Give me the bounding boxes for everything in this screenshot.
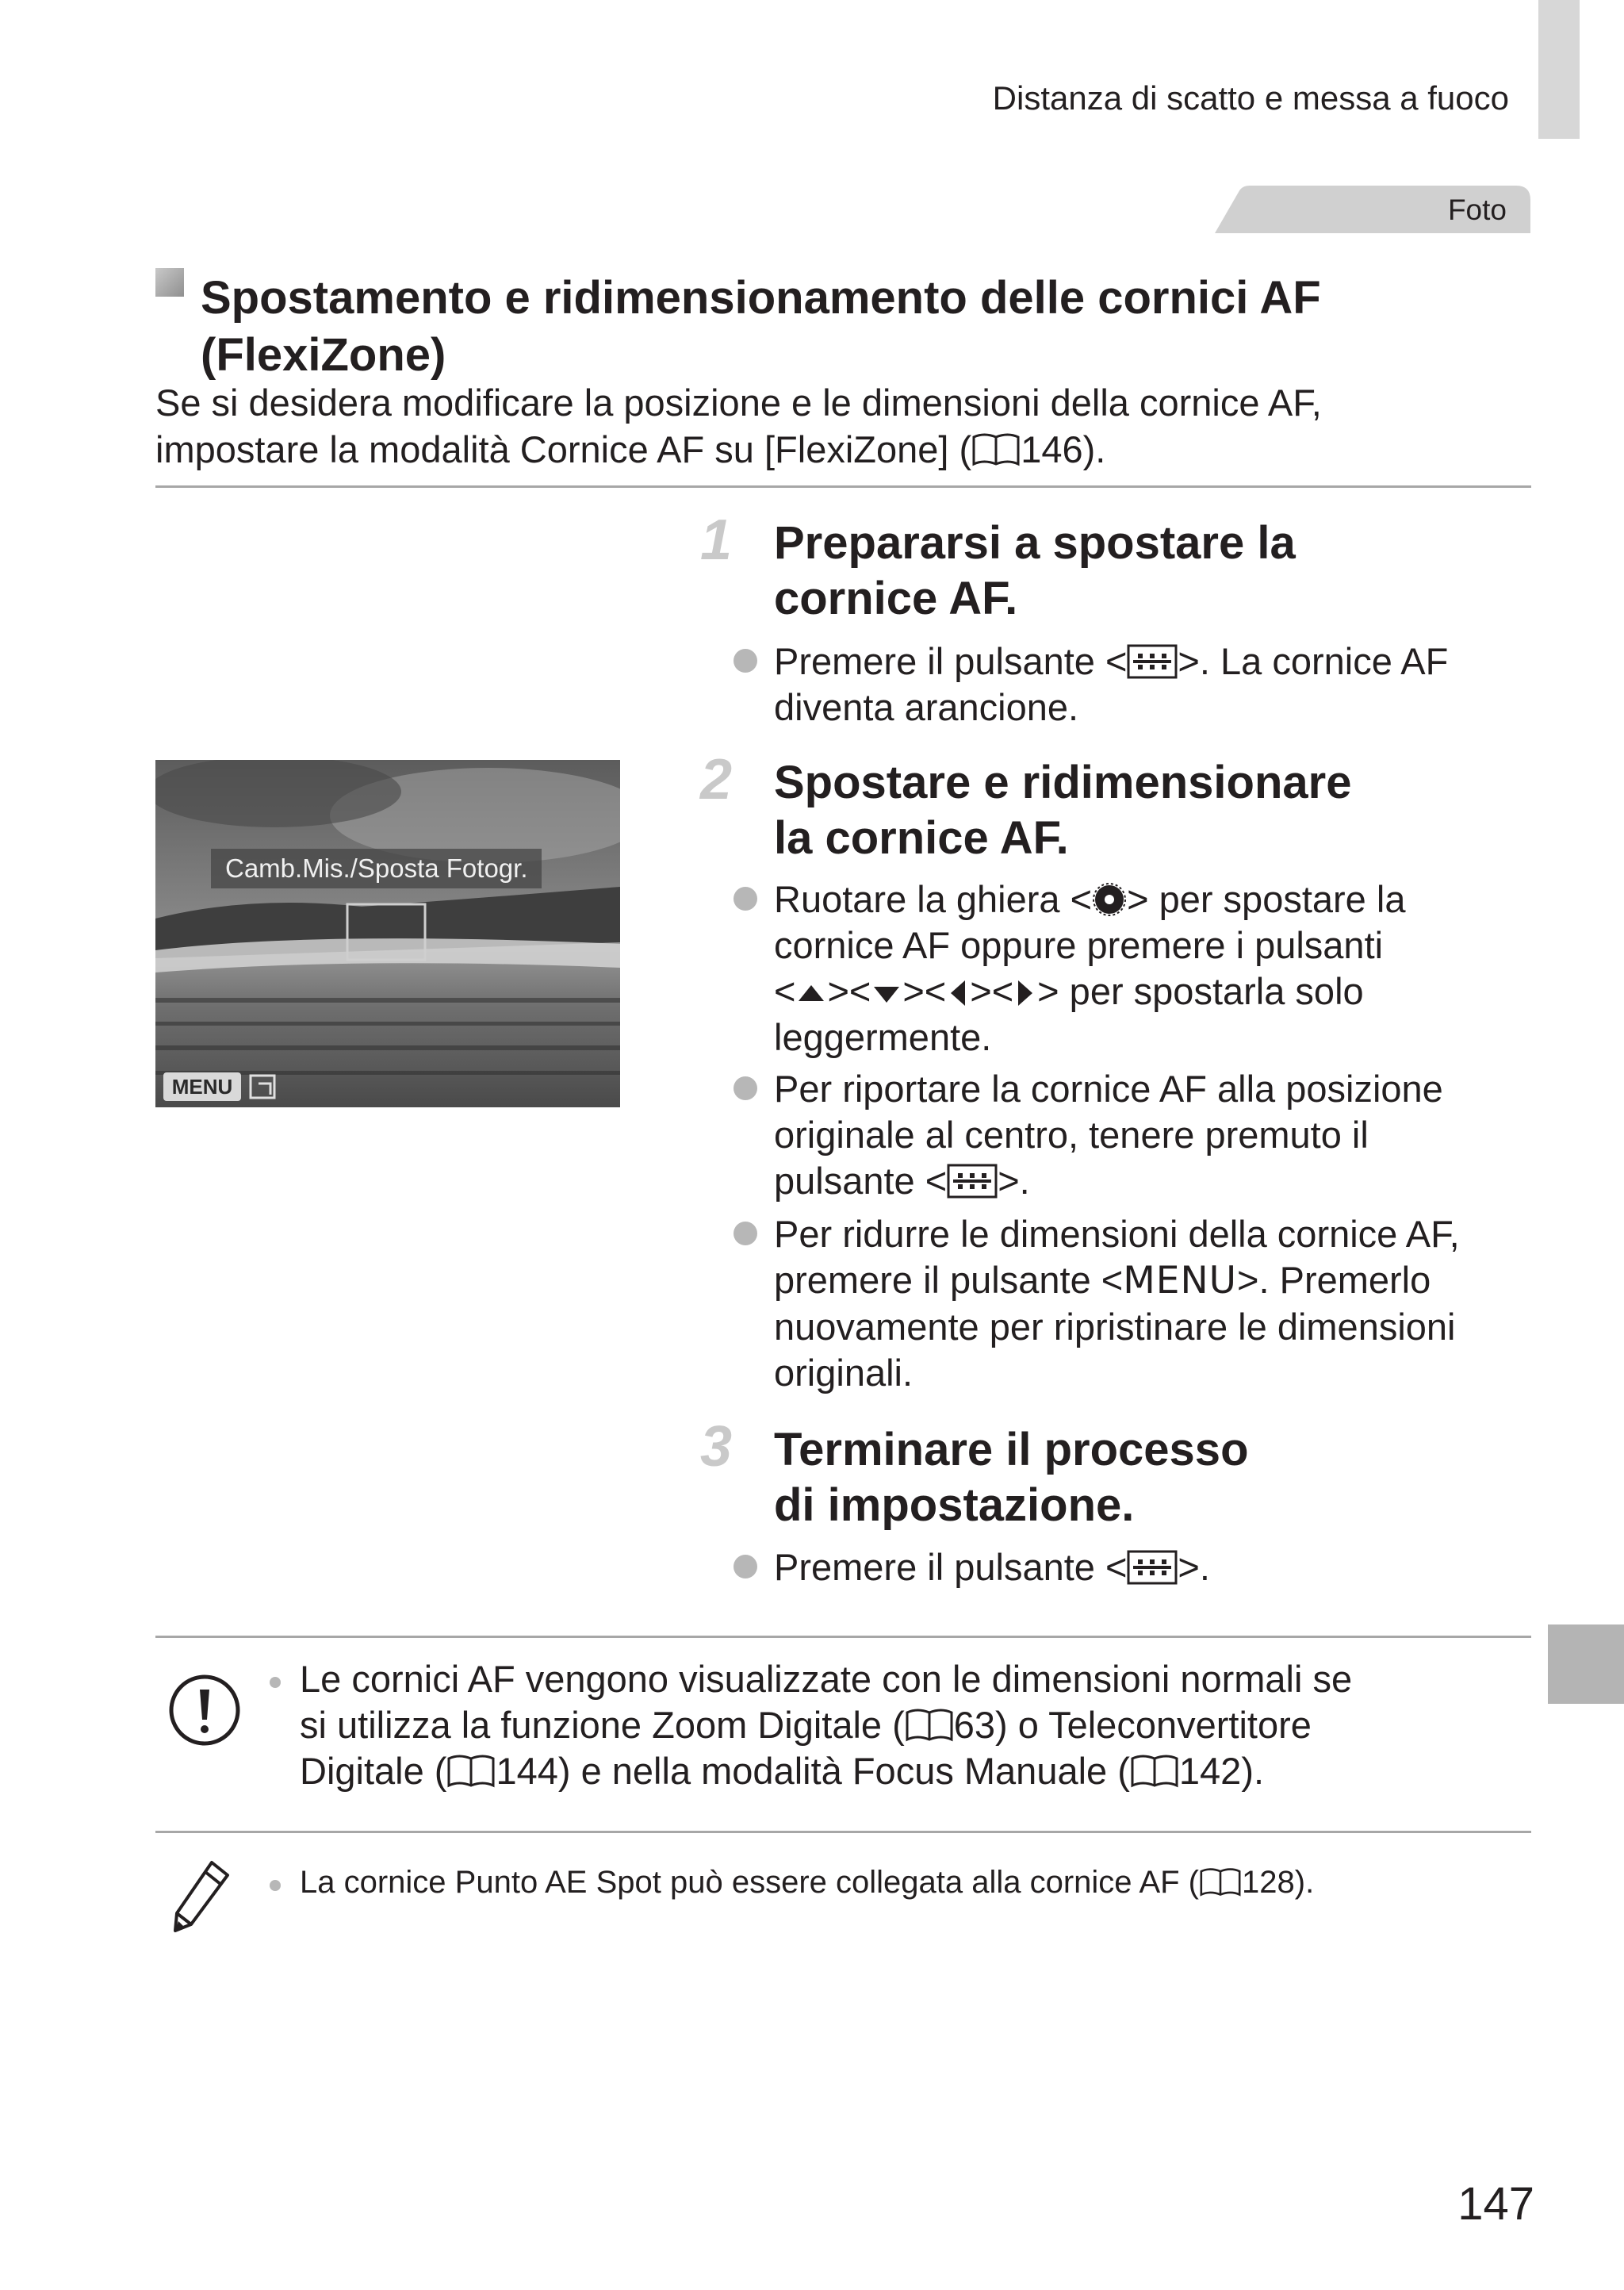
bullet-line [774,876,1527,923]
intro-line2 [155,426,1503,473]
chapter-edge-tab [1538,0,1580,139]
bullet-icon [733,1555,757,1578]
section-title-line1: Spostamento e ridimensionamento delle cornici AF [201,272,1321,324]
pencil-memo-icon [170,1858,234,1937]
section-marker-icon [155,268,184,297]
bullet-line1: Per ridurre le dimensioni della cornice AF, [774,1213,1460,1255]
left-arrow-icon [946,977,970,1009]
caution-divider [155,1636,1531,1638]
memo-divider [155,1831,1531,1833]
step-title [774,755,1527,866]
af-frame-selector-button-icon [1127,644,1178,679]
step-title-line2: cornice AF. [774,573,1018,624]
memo-text-a: La cornice Punto AE Spot può essere collegata alla cornice AF ( [300,1865,1200,1900]
bullet-line2 [774,1257,1527,1304]
running-head: Distanza di scatto e messa a fuoco [992,79,1509,117]
step2-bullet2 [774,1066,1527,1204]
right-arrow-icon [1013,977,1037,1009]
bullet-line [774,1544,1527,1590]
caution-line1: Le cornici AF vengono visualizzate con le dimensioni normali se [300,1658,1353,1700]
section-title-line2: (FlexiZone) [201,329,446,381]
bullet-text-line3: > per spostarla solo [1037,970,1364,1012]
caution-text [300,1656,1537,1794]
bullet-line2: diventa arancione. [774,686,1079,728]
menu-button-label: MENU [1123,1259,1238,1302]
caution-line3 [300,1748,1537,1794]
bullet-line3 [774,1158,1527,1204]
book-reference-icon [1199,1867,1242,1897]
down-arrow-icon [871,977,902,1009]
mode-tab [1215,186,1530,233]
bullet-text-a: Premere il pulsante < [774,1546,1128,1588]
step-title-line2: di impostazione. [774,1479,1135,1531]
caution-text-b: ) o Teleconvertitore [995,1704,1312,1746]
camera-screen-image [155,760,620,1107]
section-intro [155,379,1503,473]
page-reference[interactable]: 144 [496,1750,558,1792]
caution-text-a: Digitale ( [300,1750,447,1792]
bullet-icon [270,1677,281,1688]
book-reference-icon [446,1754,496,1789]
bullet-line [774,639,1527,685]
intro-text-end: ). [1082,428,1106,470]
step-number: 2 [700,748,733,811]
page-number: 147 [1457,2178,1534,2230]
section-divider [155,485,1531,488]
step-number: 1 [700,508,733,572]
bullet-text-b: >. [998,1160,1030,1202]
bullet-icon [733,1076,757,1100]
intro-line1: Se si desidera modificare la posizione e le dimensioni della cornice AF, [155,382,1322,424]
bullet-text-b: >. [1178,1546,1210,1588]
caution-line2 [300,1702,1537,1748]
up-arrow-icon [795,977,827,1009]
page-reference[interactable]: 142 [1178,1750,1242,1792]
section-title [201,270,1509,384]
bullet-text-b: >. Premerlo [1237,1259,1431,1301]
screen-label [155,849,620,888]
book-reference-icon [971,432,1021,467]
step-number: 3 [700,1415,733,1479]
bullet-text-a: pulsante < [774,1160,948,1202]
af-frame-selector-button-icon [1127,1550,1178,1585]
screen-label-text: Camb.Mis./Sposta Fotogr. [211,849,542,888]
bullet-text-b: >. La cornice AF [1178,640,1449,682]
page-reference[interactable]: 146 [1021,428,1083,470]
bullet-line1: Per riportare la cornice AF alla posizione [774,1068,1443,1110]
bullet-icon [733,1222,757,1245]
af-frame-selector-button-icon [947,1164,998,1199]
step-title [774,516,1527,627]
bullet-icon [733,887,757,911]
bullet-icon [733,649,757,673]
bullet-line3: < >< >< >< > per spostarla solo [774,970,1364,1012]
section-edge-tab [1548,1624,1624,1704]
mode-tab-label: Foto [1447,194,1507,226]
bullet-line2: cornice AF oppure premere i pulsanti [774,924,1384,966]
bullet-text-b: > per spostare la [1127,878,1406,920]
intro-text: impostare la modalità Cornice AF su [FlexiZone] ( [155,428,972,470]
bullet-text-a: Premere il pulsante < [774,640,1128,682]
book-reference-icon [1130,1754,1179,1789]
step3-bullet [774,1544,1527,1590]
caution-text-c: ). [1241,1750,1265,1792]
bullet-line4: leggermente. [774,1016,992,1058]
book-reference-icon [905,1708,954,1743]
caution-text-b: ) e nella modalità Focus Manuale ( [557,1750,1130,1792]
step-title-line2: la cornice AF. [774,812,1069,864]
step-title-line1: Prepararsi a spostare la [774,517,1296,569]
bullet-text-a: Ruotare la ghiera < [774,878,1093,920]
step1-bullet [774,639,1527,731]
step-title [774,1422,1527,1533]
control-dial-icon [1092,882,1127,917]
step2-bullet3 [774,1211,1527,1396]
step2-bullet1 [774,876,1527,1061]
page-reference[interactable]: 63 [953,1704,996,1746]
caution-icon [167,1672,243,1748]
caution-text-a: si utilizza la funzione Zoom Digitale ( [300,1704,905,1746]
step-title-line1: Spostare e ridimensionare [774,757,1352,808]
bullet-line4: originali. [774,1352,914,1394]
bullet-line2: originale al centro, tenere premuto il [774,1114,1369,1156]
menu-badge: MENU [171,1075,233,1099]
bullet-text-a: premere il pulsante < [774,1259,1124,1301]
memo-text [300,1861,1537,1904]
step-title-line1: Terminare il processo [774,1424,1249,1475]
bullet-line3: nuovamente per ripristinare le dimensioni [774,1306,1456,1348]
landscape-photo [155,760,620,1107]
page-reference[interactable]: 128 [1242,1865,1295,1900]
memo-text-b: ). [1294,1865,1315,1900]
bullet-icon [270,1880,281,1891]
